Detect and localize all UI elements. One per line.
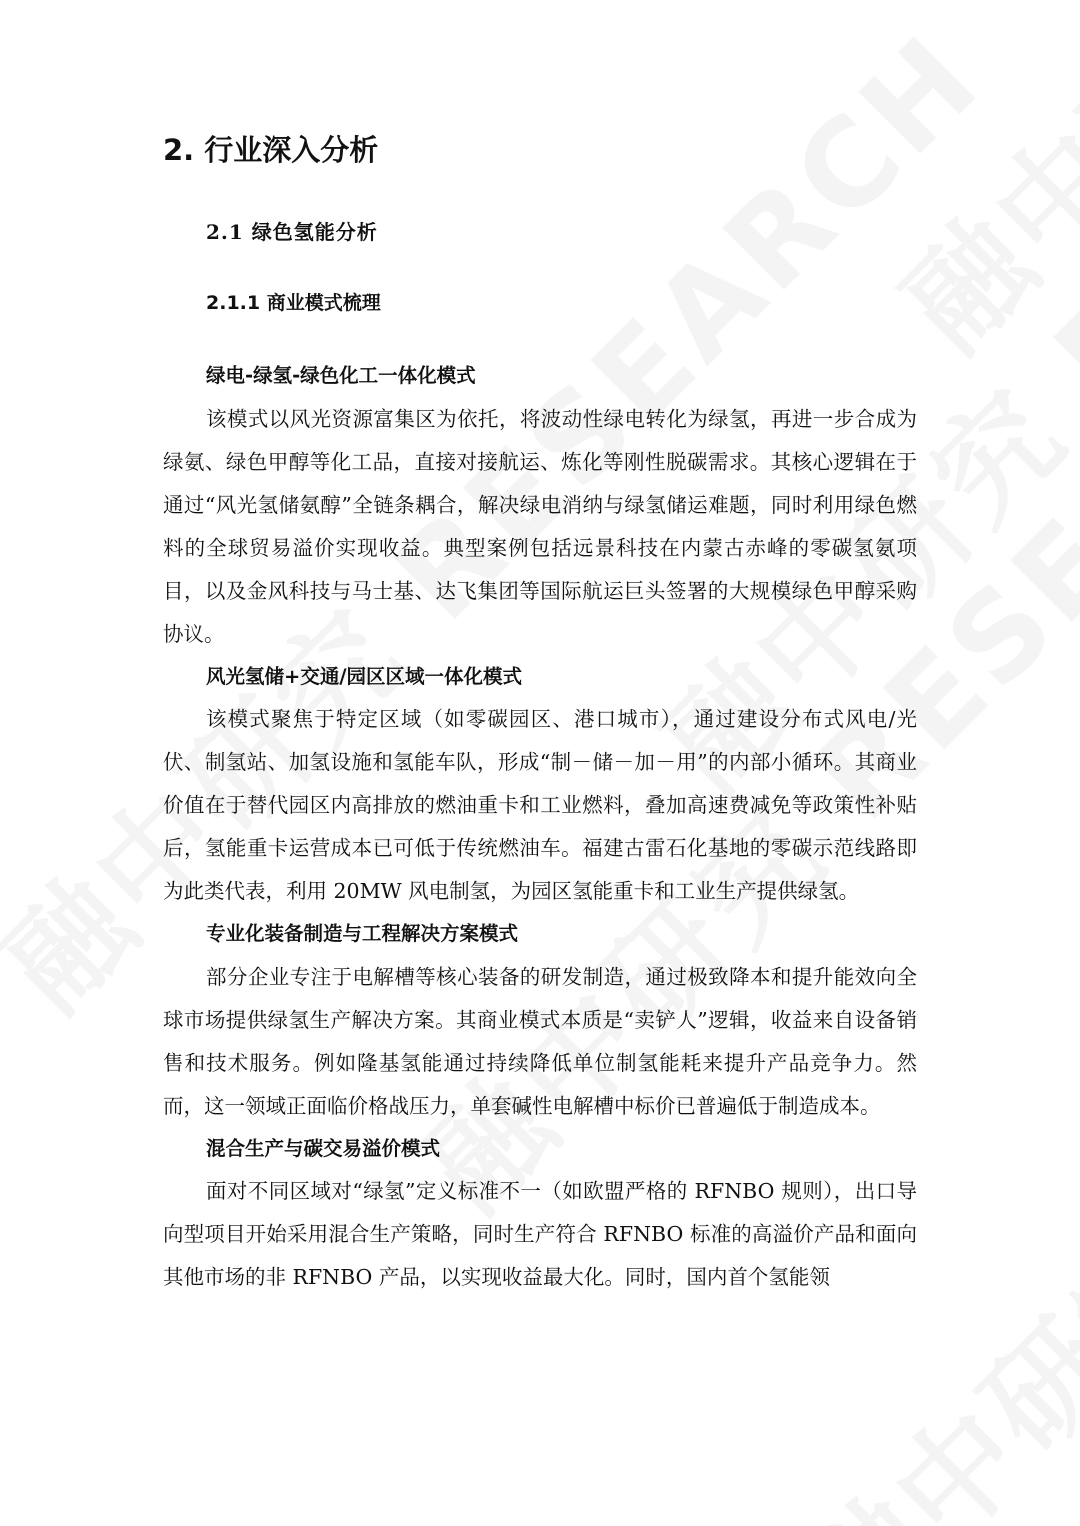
mode-title: 专业化装备制造与工程解决方案模式: [206, 922, 519, 945]
mode-title: 绿电-绿氢-绿色化工一体化模式: [206, 364, 476, 387]
mode-title: 混合生产与碳交易溢价模式: [206, 1136, 441, 1160]
mode-title: 风光氢储+交通/园区区域一体化模式: [206, 664, 522, 688]
subsubsection-heading: 2.1.1 商业模式梳理: [206, 292, 381, 314]
mode-paragraph: 部分企业专注于电解槽等核心装备的研发制造，通过极致降本和提升能效向全球市场提供绿氢生产解决方案。其商业模式本质是“卖铲人”逻辑，收益来自设备销售和技术服务。例如隆基氢能通过持续降低单位制氢能耗来提升产品竞争力。然而，这一领域正面临价格战压力，单套碱性电解槽中标价已普遍低于制造成本。: [163, 964, 917, 1118]
section-heading: 2. 行业深入分析: [163, 133, 379, 167]
mode-paragraph: 面对不同区域对“绿氢”定义标准不一（如欧盟严格的 RFNBO 规则），出口导向型项目开始采用混合生产策略，同时生产符合 RFNBO 标准的高溢价产品和面向其他市场的非 RFNBO 产品，以实现收益最大化。同时，国内首个氢能领: [163, 1179, 917, 1289]
document-body: [163, 355, 917, 1299]
mode-paragraph: 该模式聚焦于特定区域（如零碳园区、港口城市），通过建设分布式风电/光伏、制氢站、加氢设施和氢能车队，形成“制－储－加－用”的内部小循环。其商业价值在于替代园区内高排放的燃油重卡和工业燃料，叠加高速费减免等政策性补贴后，氢能重卡运营成本已可低于传统燃油车。福建古雷石化基地的零碳示范线路即为此类代表，利用 20MW 风电制氢，为园区氢能重卡和工业生产提供绿氢。: [163, 707, 917, 903]
mode-paragraph: 该模式以风光资源富集区为依托，将波动性绿电转化为绿氢，再进一步合成为绿氨、绿色甲醇等化工品，直接对接航运、炼化等刚性脱碳需求。其核心逻辑在于通过“风光氢储氨醇”全链条耦合，解决绿电消纳与绿氢储运难题，同时利用绿色燃料的全球贸易溢价实现收益。典型案例包括远景科技在内蒙古赤峰的零碳氢氨项目，以及金风科技与马士基、达飞集团等国际航运巨头签署的大规模绿色甲醇采购协议。: [163, 406, 917, 646]
subsection-heading: 2.1 绿色氢能分析: [206, 220, 378, 244]
